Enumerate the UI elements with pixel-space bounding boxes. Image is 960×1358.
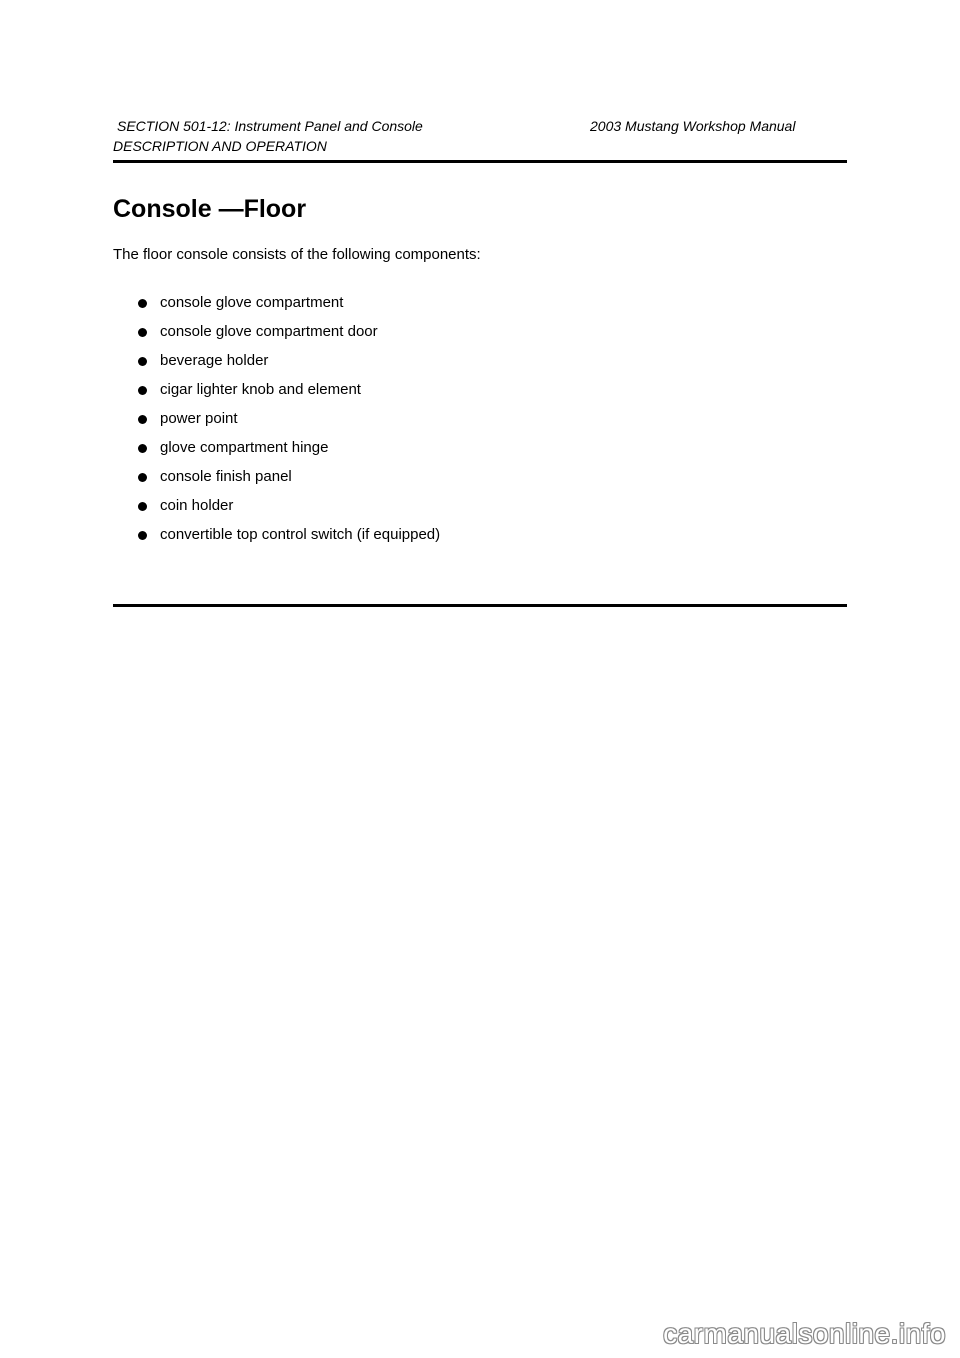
bullet-icon — [138, 473, 147, 482]
list-item-text: console finish panel — [160, 468, 292, 485]
list-item-text: console glove compartment door — [160, 323, 378, 340]
bullet-icon — [138, 502, 147, 511]
footer-divider — [113, 604, 847, 607]
bullet-icon — [138, 386, 147, 395]
list-item-text: power point — [160, 410, 238, 427]
bullet-icon — [138, 531, 147, 540]
list-item-text: beverage holder — [160, 352, 269, 369]
list-item-text: console glove compartment — [160, 294, 344, 311]
intro-paragraph: The floor console consists of the following components: — [113, 246, 481, 263]
page-header — [113, 116, 847, 154]
bullet-icon — [138, 444, 147, 453]
section-subheading: DESCRIPTION AND OPERATION — [113, 138, 327, 154]
list-item-text: coin holder — [160, 497, 234, 514]
header-divider — [113, 160, 847, 163]
bullet-icon — [138, 328, 147, 337]
list-item-text: convertible top control switch (if equipped) — [160, 526, 441, 543]
bullet-icon — [138, 415, 147, 424]
header-row — [113, 116, 847, 136]
section-title: SECTION 501-12: Instrument Panel and Console — [117, 118, 423, 134]
manual-title: 2003 Mustang Workshop Manual — [590, 118, 796, 134]
watermark: carmanualsonline.info — [663, 1318, 946, 1349]
list-item-text: glove compartment hinge — [160, 439, 329, 456]
bullet-icon — [138, 299, 147, 308]
page-title: Console —Floor — [113, 195, 307, 223]
list-item-text: cigar lighter knob and element — [160, 381, 361, 398]
bullet-icon — [138, 357, 147, 366]
